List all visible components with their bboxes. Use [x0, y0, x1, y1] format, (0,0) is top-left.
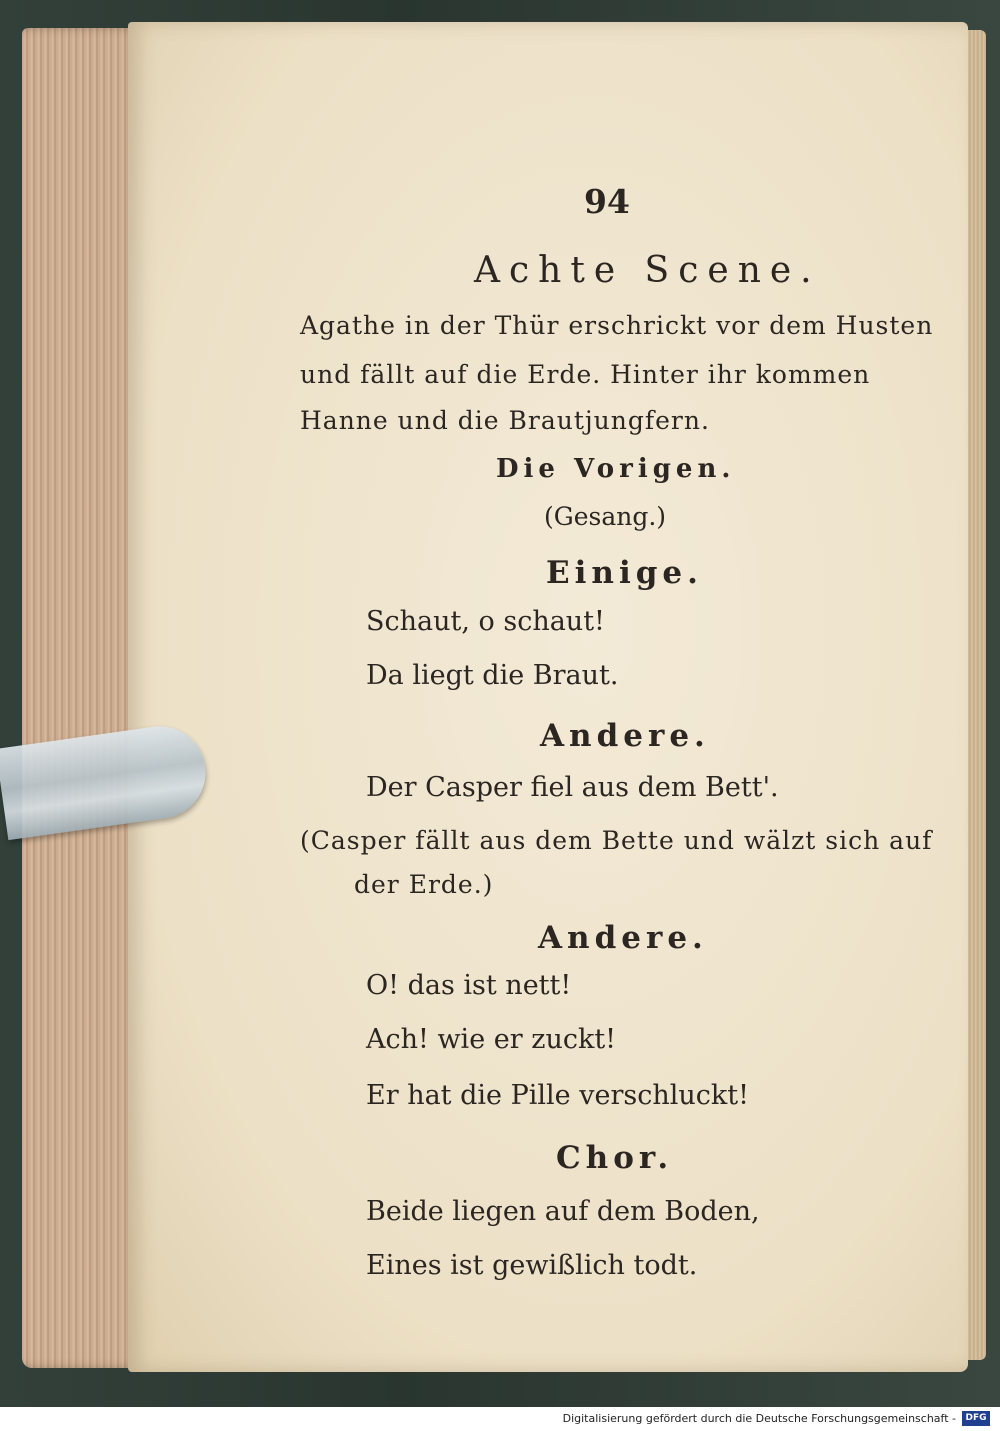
speaker-heading: Chor. [556, 1140, 674, 1176]
scene-title: Achte Scene. [474, 250, 821, 291]
stage-direction-line: Hanne und die Brautjungfern. [300, 406, 710, 435]
verse-line: Der Casper fiel aus dem Bett'. [366, 772, 779, 803]
characters-heading: Die Vorigen. [496, 454, 736, 484]
dfg-logo: DFG [962, 1411, 990, 1426]
verse-line: Er hat die Pille verschluckt! [366, 1080, 749, 1111]
funding-notice: Digitalisierung gefördert durch die Deutsche Forschungsgemeinschaft - [562, 1412, 956, 1425]
page-number: 94 [584, 182, 630, 221]
speaker-heading: Andere. [538, 920, 708, 956]
stage-direction-line: der Erde.) [354, 870, 494, 899]
stage-direction-line: und fällt auf die Erde. Hinter ihr kommen [300, 360, 871, 389]
footer-bar [0, 1407, 1000, 1431]
gesang-note: (Gesang.) [544, 502, 667, 531]
verse-line: Schaut, o schaut! [366, 606, 605, 637]
page-edges-left [22, 28, 140, 1368]
stage-direction-line: (Casper fällt aus dem Bette und wälzt sich auf [300, 826, 933, 855]
verse-line: Eines ist gewißlich todt. [366, 1250, 698, 1281]
verse-line: Da liegt die Braut. [366, 660, 619, 691]
verse-line: O! das ist nett! [366, 970, 572, 1001]
book-page [128, 22, 968, 1372]
speaker-heading: Andere. [540, 718, 710, 754]
stage-direction-line: Agathe in der Thür erschrickt vor dem Husten [300, 311, 934, 340]
verse-line: Beide liegen auf dem Boden, [366, 1196, 760, 1227]
speaker-heading: Einige. [546, 555, 703, 591]
verse-line: Ach! wie er zuckt! [366, 1024, 617, 1055]
